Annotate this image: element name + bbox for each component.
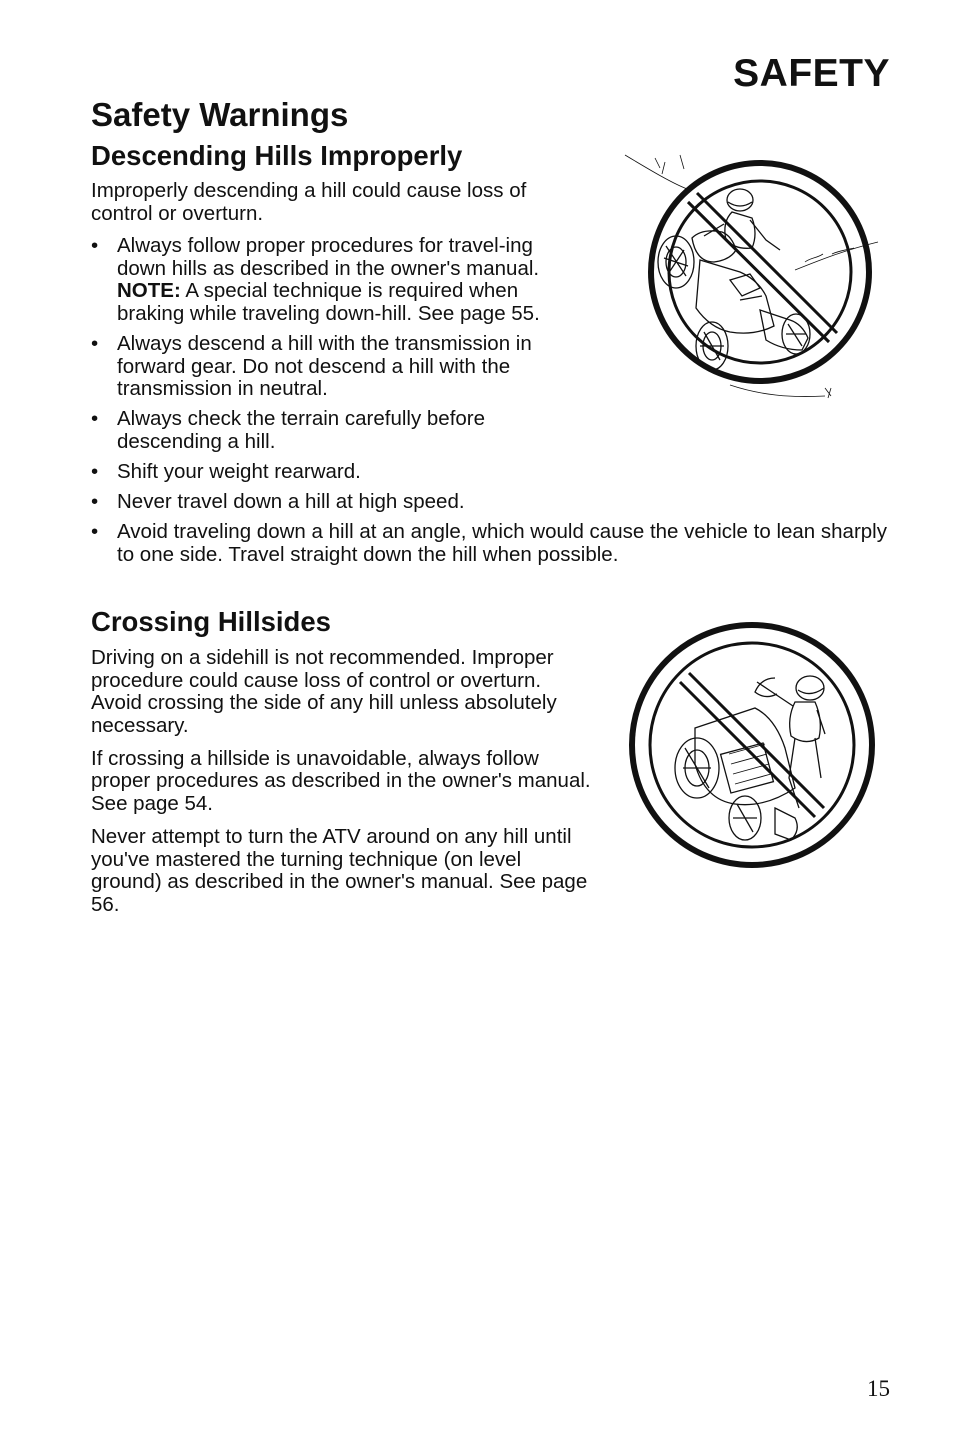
crossing-paragraph: Never attempt to turn the ATV around on any hill until you've mastered the turning technique (on level ground) as described in the owner's manual. See page 56. bbox=[91, 825, 588, 916]
no-descending-atv-illustration bbox=[620, 150, 890, 400]
descending-heading: Descending Hills Improperly bbox=[91, 140, 463, 171]
bullet-dot: • bbox=[91, 234, 99, 258]
list-item bbox=[91, 235, 575, 325]
bullet-text: A special technique is required when braking while traveling down-hill. See page 55. bbox=[117, 279, 540, 325]
crossing-paragraph: If crossing a hillside is unavoidable, always follow proper procedures as described in the owner's manual. See page 54. bbox=[91, 746, 591, 816]
page-title: Safety Warnings bbox=[91, 96, 349, 133]
note-label: NOTE: bbox=[117, 279, 181, 303]
bullet-dot: • bbox=[91, 460, 99, 484]
bullet-dot: • bbox=[91, 520, 99, 544]
crossing-paragraph: Driving on a sidehill is not recommended. Improper procedure could cause loss of control or overturn. Avoid crossing the side of any hill unless absolutely necessary. bbox=[91, 646, 557, 737]
bullet-text: Shift your weight rearward. bbox=[117, 460, 361, 484]
bullet-dot: • bbox=[91, 490, 99, 514]
bullet-text: Never travel down a hill at high speed. bbox=[117, 490, 465, 514]
list-item bbox=[91, 491, 891, 514]
bullet-text: Always follow proper procedures for travel-ing down hills as described in the owner's manual. bbox=[117, 234, 540, 280]
list-item bbox=[91, 521, 891, 566]
list-item bbox=[91, 408, 537, 453]
crossing-section bbox=[91, 647, 591, 927]
bullet-text: Always descend a hill with the transmission in forward gear. Do not descend a hill with the transmission in neutral. bbox=[117, 332, 532, 401]
descending-intro: Improperly descending a hill could cause loss of control or overturn. bbox=[91, 179, 527, 225]
page-number: 15 bbox=[867, 1376, 890, 1401]
list-item bbox=[91, 333, 557, 401]
section-header: SAFETY bbox=[733, 52, 890, 95]
bullet-dot: • bbox=[91, 332, 99, 356]
crossing-heading: Crossing Hillsides bbox=[91, 606, 331, 637]
list-item bbox=[91, 461, 891, 484]
bullet-dot: • bbox=[91, 407, 99, 431]
no-sidehill-atv-illustration bbox=[625, 618, 880, 873]
bullet-text: Avoid traveling down a hill at an angle, which would cause the vehicle to lean sharply to one side. Travel straight down the hill when possible. bbox=[117, 520, 887, 566]
bullet-text: Always check the terrain carefully before descending a hill. bbox=[117, 407, 486, 453]
